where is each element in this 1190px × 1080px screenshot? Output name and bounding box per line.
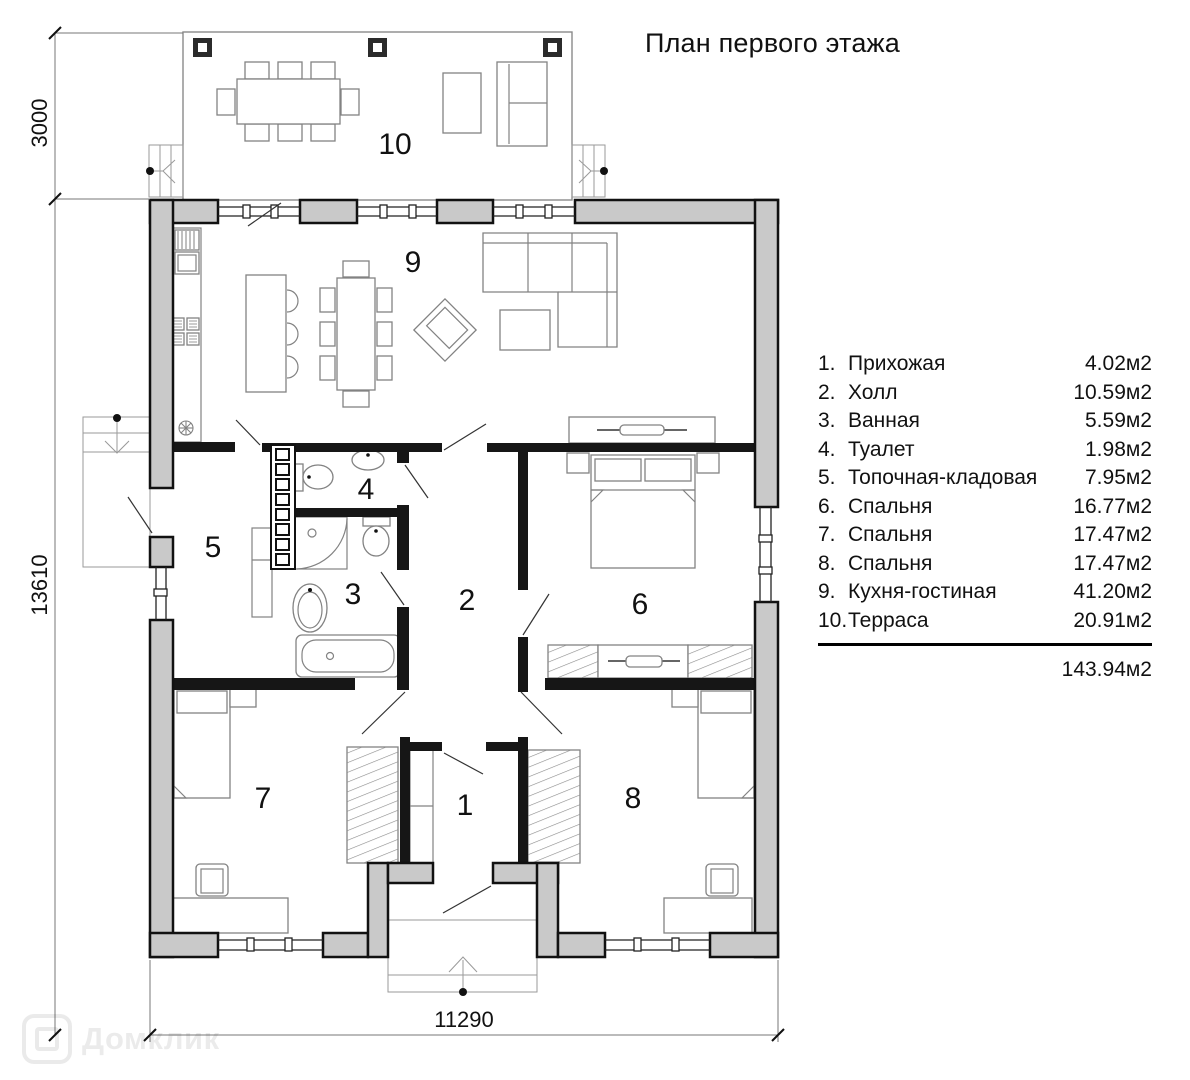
- bed-room8: [672, 687, 754, 798]
- entrance-porch: [388, 920, 537, 996]
- watermark-logo-icon: [22, 1014, 72, 1064]
- terrace-steps-left: [146, 145, 183, 197]
- coffee-table: [500, 310, 550, 350]
- room-label-1: 1: [456, 789, 474, 822]
- stove-icon: [172, 318, 199, 345]
- room-label-5: 5: [204, 531, 222, 564]
- dining-table: [320, 261, 392, 407]
- window-left: [154, 567, 167, 620]
- wardrobe-room6: [548, 645, 752, 678]
- room-label-10: 10: [378, 128, 412, 161]
- room-legend: [818, 350, 1152, 682]
- shower-corner: [295, 517, 347, 569]
- sink-room4: [352, 450, 384, 470]
- room-label-4: 4: [357, 473, 375, 506]
- desk-room7: [170, 864, 288, 933]
- terrace-steps-right: [572, 145, 608, 197]
- room-label-7: 7: [254, 782, 272, 815]
- legend-item: 9. Кухня-гостиная 41.20м2: [818, 580, 1152, 603]
- legend-item: 10. Терраса 20.91м2: [818, 608, 1152, 632]
- kitchen-island: [246, 275, 298, 392]
- terrace-dining-set: [217, 62, 359, 141]
- toilet-room4: [294, 464, 333, 491]
- legend-item: 6. Спальня 16.77м2: [818, 494, 1152, 518]
- legend-item: 3. Ванная 5.59м2: [818, 409, 1152, 432]
- boiler-unit: [252, 528, 272, 617]
- bed-room6: [567, 453, 719, 568]
- legend-item: 8. Спальня 17.47м2: [818, 551, 1152, 575]
- window-bottom-right: [605, 938, 710, 951]
- page-title: План первого этажа: [645, 28, 901, 58]
- terrace: [146, 32, 608, 200]
- dimension-house-depth: 13610: [27, 554, 52, 616]
- legend-item: 4. Туалет 1.98м2: [818, 437, 1152, 461]
- room-label-9: 9: [404, 246, 422, 279]
- hall-cabinet: [410, 750, 433, 863]
- lounge-armchair: [414, 299, 476, 361]
- window-top-2: [357, 205, 437, 218]
- legend-item: 1. Прихожая 4.02м2: [818, 352, 1152, 375]
- room-label-8: 8: [624, 782, 642, 815]
- window-top-1: [218, 205, 300, 218]
- bathtub: [296, 635, 400, 677]
- chimney-stack: [271, 445, 295, 569]
- watermark: [22, 1014, 220, 1064]
- sink-room3: [293, 584, 327, 632]
- dimension-terrace-depth: 3000: [27, 98, 52, 148]
- kitchen-counter: [172, 228, 201, 442]
- window-top-3: [493, 205, 575, 218]
- toilet-room3: [363, 517, 390, 556]
- terrace-sofa: [443, 62, 547, 146]
- wardrobe-room8: [528, 750, 580, 863]
- left-entrance-steps: [83, 414, 150, 567]
- room-label-3: 3: [344, 578, 362, 611]
- desk-room8: [664, 864, 752, 933]
- window-bottom-left: [218, 938, 323, 951]
- room-label-2: 2: [458, 584, 476, 617]
- dimension-house-width: 11290: [434, 1007, 494, 1032]
- legend-divider: [818, 643, 1152, 646]
- room-label-6: 6: [631, 588, 649, 621]
- window-right: [759, 507, 772, 602]
- boiler-fan-icon: [179, 421, 193, 435]
- watermark-text: Домклик: [82, 1021, 220, 1056]
- legend-total-area: 143.94м2: [1061, 658, 1152, 681]
- legend-item: 7. Спальня 17.47м2: [818, 523, 1152, 546]
- wardrobe-room7: [347, 747, 398, 863]
- tv-stand: [569, 417, 715, 443]
- terrace-posts: [193, 38, 562, 57]
- legend-item: 5. Топочная-кладовая 7.95м2: [818, 466, 1152, 489]
- legend-item: 2. Холл 10.59м2: [818, 380, 1152, 404]
- bed-room7: [174, 687, 256, 798]
- outer-walls: [150, 200, 778, 957]
